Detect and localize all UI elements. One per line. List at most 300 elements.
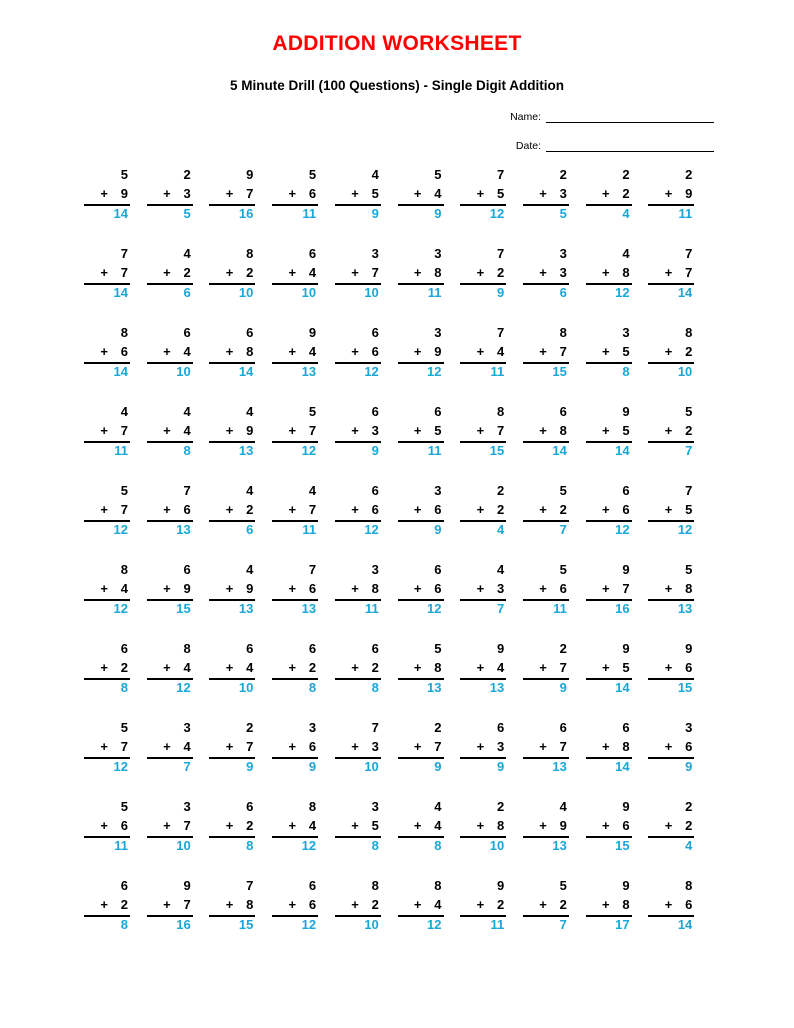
addend-top: 6 (120, 641, 128, 656)
addend-bottom: 8 (434, 265, 442, 280)
plus-sign: + (225, 660, 234, 675)
answer: 7 (496, 601, 505, 616)
plus-sign: + (602, 739, 610, 754)
worksheet-title: ADDITION WORKSHEET (272, 32, 522, 55)
addend-bottom: 4 (496, 344, 505, 359)
answer: 11 (427, 285, 442, 300)
addend-top: 7 (371, 720, 379, 735)
answer: 8 (183, 443, 191, 458)
plus-sign: + (100, 344, 108, 359)
problem (398, 244, 444, 314)
addend-bottom: 9 (559, 818, 567, 833)
problem (523, 560, 569, 630)
addend-top: 5 (120, 167, 128, 182)
answer: 12 (677, 522, 693, 537)
answer: 10 (238, 680, 254, 695)
answer: 14 (615, 759, 630, 774)
answer: 14 (615, 443, 630, 458)
addend-bottom: 5 (622, 660, 630, 675)
answer: 8 (308, 680, 317, 695)
problem (523, 718, 569, 788)
addend-top: 3 (371, 246, 379, 261)
plus-sign: + (476, 581, 485, 596)
answer: 15 (677, 680, 693, 695)
problem (147, 876, 193, 946)
addend-top: 9 (622, 878, 630, 893)
addend-bottom: 6 (308, 739, 317, 754)
plus-sign: + (664, 502, 673, 517)
problem (147, 402, 193, 472)
addend-bottom: 7 (559, 739, 567, 754)
addend-top: 6 (434, 404, 442, 419)
answer: 8 (371, 680, 379, 695)
problem (209, 639, 255, 709)
addend-bottom: 5 (622, 423, 630, 438)
answer: 9 (434, 522, 442, 537)
problem (460, 481, 506, 551)
problem (648, 718, 694, 788)
addend-bottom: 2 (308, 660, 317, 675)
problem (335, 165, 381, 235)
addend-top: 4 (371, 167, 379, 182)
answer: 16 (615, 601, 630, 616)
addend-top: 6 (371, 483, 379, 498)
plus-sign: + (602, 581, 610, 596)
plus-sign: + (602, 818, 610, 833)
answer: 12 (113, 601, 128, 616)
addend-bottom: 2 (496, 265, 505, 280)
addend-bottom: 7 (120, 739, 128, 754)
problem (84, 244, 130, 314)
problem (272, 718, 318, 788)
addend-top: 5 (559, 483, 567, 498)
problem (523, 244, 569, 314)
plus-sign: + (602, 265, 610, 280)
addend-bottom: 4 (183, 739, 191, 754)
addend-bottom: 6 (685, 739, 693, 754)
plus-sign: + (288, 186, 297, 201)
problem (335, 481, 381, 551)
plus-sign: + (602, 502, 610, 517)
problem (84, 797, 130, 867)
addend-top: 4 (246, 562, 254, 577)
problem (586, 718, 632, 788)
addend-top: 2 (559, 167, 567, 182)
addend-bottom: 8 (496, 818, 505, 833)
addend-top: 2 (496, 483, 505, 498)
answer: 12 (427, 601, 442, 616)
problem (398, 718, 444, 788)
plus-sign: + (163, 739, 171, 754)
problem (272, 402, 318, 472)
addend-bottom: 2 (246, 265, 254, 280)
answer: 9 (246, 759, 254, 774)
problem (460, 718, 506, 788)
problem (460, 797, 506, 867)
answer: 13 (677, 601, 693, 616)
plus-sign: + (539, 660, 547, 675)
plus-sign: + (163, 423, 171, 438)
plus-sign: + (476, 502, 485, 517)
addend-bottom: 7 (434, 739, 442, 754)
answer: 9 (371, 443, 379, 458)
addend-bottom: 7 (120, 265, 128, 280)
addend-bottom: 2 (371, 660, 379, 675)
addend-top: 6 (246, 325, 254, 340)
plus-sign: + (539, 818, 547, 833)
problem (335, 876, 381, 946)
addend-bottom: 2 (622, 186, 630, 201)
addend-bottom: 4 (183, 660, 191, 675)
problem (209, 165, 255, 235)
answer: 10 (364, 917, 379, 932)
answer: 14 (552, 443, 567, 458)
addend-top: 8 (434, 878, 442, 893)
addend-bottom: 7 (183, 818, 191, 833)
problem (648, 323, 694, 393)
problem (398, 639, 444, 709)
plus-sign: + (539, 186, 547, 201)
plus-sign: + (664, 265, 673, 280)
plus-sign: + (100, 186, 108, 201)
problem (586, 323, 632, 393)
addend-bottom: 8 (559, 423, 567, 438)
answer: 16 (238, 206, 254, 221)
addend-top: 8 (183, 641, 191, 656)
addend-top: 3 (308, 720, 317, 735)
plus-sign: + (602, 344, 610, 359)
addend-bottom: 7 (371, 265, 379, 280)
plus-sign: + (413, 818, 422, 833)
addend-top: 6 (183, 325, 191, 340)
addend-bottom: 7 (120, 423, 128, 438)
addend-top: 4 (496, 562, 505, 577)
addend-bottom: 6 (622, 818, 630, 833)
name-field (510, 110, 714, 123)
addend-bottom: 4 (308, 265, 317, 280)
addend-top: 2 (246, 720, 254, 735)
addend-top: 5 (685, 562, 693, 577)
addend-top: 9 (622, 641, 630, 656)
addend-top: 7 (685, 483, 693, 498)
plus-sign: + (288, 265, 297, 280)
plus-sign: + (163, 186, 171, 201)
problem (209, 244, 255, 314)
answer: 11 (114, 838, 128, 853)
answer: 7 (559, 917, 567, 932)
problem (523, 639, 569, 709)
addend-top: 9 (622, 799, 630, 814)
plus-sign: + (225, 581, 234, 596)
plus-sign: + (225, 423, 234, 438)
addend-top: 5 (559, 562, 567, 577)
answer: 8 (246, 838, 254, 853)
addend-bottom: 5 (685, 502, 693, 517)
addend-top: 7 (496, 325, 505, 340)
problem (335, 797, 381, 867)
addend-bottom: 6 (371, 344, 379, 359)
addend-top: 3 (434, 325, 442, 340)
problem (586, 639, 632, 709)
problem (460, 560, 506, 630)
answer: 15 (489, 443, 505, 458)
problem (586, 165, 632, 235)
problem (648, 165, 694, 235)
plus-sign: + (539, 502, 547, 517)
addend-bottom: 2 (496, 502, 505, 517)
addend-bottom: 8 (622, 739, 630, 754)
answer: 13 (427, 680, 442, 695)
addend-top: 8 (246, 246, 254, 261)
plus-sign: + (163, 344, 171, 359)
problem (209, 402, 255, 472)
addend-top: 6 (559, 720, 567, 735)
plus-sign: + (351, 897, 359, 912)
addend-top: 9 (308, 325, 317, 340)
answer: 12 (427, 364, 442, 379)
answer: 8 (120, 680, 128, 695)
answer: 12 (301, 838, 317, 853)
addend-bottom: 8 (246, 344, 254, 359)
addend-bottom: 9 (120, 186, 128, 201)
plus-sign: + (351, 265, 359, 280)
addend-top: 6 (120, 878, 128, 893)
plus-sign: + (539, 739, 547, 754)
addend-top: 4 (246, 483, 254, 498)
answer: 13 (176, 522, 191, 537)
addend-bottom: 4 (434, 897, 442, 912)
problem (398, 165, 444, 235)
plus-sign: + (100, 739, 108, 754)
plus-sign: + (664, 897, 673, 912)
problem (84, 560, 130, 630)
addend-bottom: 2 (559, 502, 567, 517)
answer: 4 (496, 522, 505, 537)
plus-sign: + (163, 502, 171, 517)
addend-bottom: 4 (183, 344, 191, 359)
addend-bottom: 3 (371, 739, 379, 754)
problem (398, 876, 444, 946)
plus-sign: + (163, 897, 171, 912)
addend-top: 8 (496, 404, 505, 419)
plus-sign: + (163, 818, 171, 833)
plus-sign: + (225, 818, 234, 833)
plus-sign: + (351, 423, 359, 438)
plus-sign: + (100, 897, 108, 912)
answer: 12 (176, 680, 191, 695)
addend-top: 7 (120, 246, 128, 261)
problem (272, 165, 318, 235)
addend-bottom: 6 (308, 186, 317, 201)
addend-bottom: 7 (685, 265, 693, 280)
plus-sign: + (225, 502, 234, 517)
addend-bottom: 7 (308, 502, 317, 517)
name-line[interactable] (546, 110, 714, 123)
problem (147, 797, 193, 867)
answer: 14 (677, 917, 693, 932)
addend-bottom: 6 (434, 502, 442, 517)
problem (272, 323, 318, 393)
plus-sign: + (225, 739, 234, 754)
name-label: Name: (510, 111, 541, 123)
plus-sign: + (100, 660, 108, 675)
problem (84, 323, 130, 393)
addend-bottom: 8 (434, 660, 442, 675)
problem-grid (84, 165, 714, 955)
addend-bottom: 6 (559, 581, 567, 596)
problem (648, 560, 694, 630)
addend-top: 4 (434, 799, 442, 814)
plus-sign: + (351, 739, 359, 754)
addend-bottom: 3 (559, 265, 567, 280)
answer: 4 (685, 838, 693, 853)
answer: 11 (490, 364, 505, 379)
problem (209, 481, 255, 551)
answer: 10 (301, 285, 317, 300)
problem (460, 402, 506, 472)
addend-top: 4 (559, 799, 567, 814)
answer: 8 (434, 838, 442, 853)
problem (398, 323, 444, 393)
answer: 14 (113, 364, 128, 379)
problem (209, 797, 255, 867)
addend-bottom: 6 (622, 502, 630, 517)
addend-bottom: 2 (246, 502, 254, 517)
answer: 13 (301, 364, 317, 379)
answer: 5 (183, 206, 191, 221)
problem (523, 876, 569, 946)
plus-sign: + (476, 660, 485, 675)
problem (335, 244, 381, 314)
addend-bottom: 6 (120, 818, 128, 833)
plus-sign: + (539, 897, 547, 912)
addend-bottom: 5 (434, 423, 442, 438)
addend-bottom: 4 (434, 818, 442, 833)
problem (335, 402, 381, 472)
addend-bottom: 2 (559, 897, 567, 912)
answer: 6 (559, 285, 567, 300)
addend-top: 6 (371, 641, 379, 656)
answer: 13 (489, 680, 505, 695)
problem (335, 718, 381, 788)
problem (398, 481, 444, 551)
addend-top: 7 (183, 483, 191, 498)
addend-bottom: 4 (308, 818, 317, 833)
problem (84, 402, 130, 472)
problem (209, 323, 255, 393)
plus-sign: + (288, 502, 297, 517)
plus-sign: + (413, 739, 422, 754)
plus-sign: + (351, 581, 359, 596)
plus-sign: + (288, 739, 297, 754)
problem (147, 639, 193, 709)
answer: 10 (364, 759, 379, 774)
answer: 15 (615, 838, 630, 853)
addend-bottom: 5 (622, 344, 630, 359)
addend-top: 8 (685, 878, 693, 893)
answer: 14 (615, 680, 630, 695)
addend-bottom: 6 (371, 502, 379, 517)
addend-top: 6 (559, 404, 567, 419)
addend-bottom: 6 (120, 344, 128, 359)
answer: 13 (238, 601, 254, 616)
addend-top: 9 (496, 641, 505, 656)
addend-top: 2 (685, 167, 693, 182)
plus-sign: + (413, 897, 422, 912)
plus-sign: + (163, 265, 171, 280)
answer: 6 (183, 285, 191, 300)
answer: 9 (496, 759, 505, 774)
addend-bottom: 7 (622, 581, 630, 596)
addend-top: 6 (308, 246, 317, 261)
addend-top: 3 (434, 483, 442, 498)
addend-bottom: 5 (371, 818, 379, 833)
answer: 11 (365, 601, 379, 616)
answer: 9 (371, 206, 379, 221)
answer: 15 (238, 917, 254, 932)
problem (335, 323, 381, 393)
addend-bottom: 8 (622, 897, 630, 912)
answer: 9 (308, 759, 317, 774)
plus-sign: + (602, 186, 610, 201)
addend-top: 2 (434, 720, 442, 735)
plus-sign: + (288, 660, 297, 675)
addend-top: 6 (246, 641, 254, 656)
answer: 10 (176, 364, 191, 379)
problem (586, 244, 632, 314)
answer: 13 (301, 601, 317, 616)
plus-sign: + (664, 660, 673, 675)
addend-bottom: 8 (246, 897, 254, 912)
answer: 13 (238, 443, 254, 458)
addend-top: 4 (622, 246, 630, 261)
problem (523, 165, 569, 235)
addend-bottom: 9 (246, 423, 254, 438)
addend-bottom: 6 (434, 581, 442, 596)
addend-bottom: 9 (246, 581, 254, 596)
plus-sign: + (413, 581, 422, 596)
problem (523, 481, 569, 551)
addend-bottom: 6 (308, 897, 317, 912)
addend-bottom: 7 (559, 660, 567, 675)
addend-top: 7 (308, 562, 317, 577)
addend-top: 2 (622, 167, 630, 182)
addend-bottom: 3 (371, 423, 379, 438)
answer: 7 (559, 522, 567, 537)
plus-sign: + (476, 265, 485, 280)
date-line[interactable] (546, 139, 714, 152)
problem (586, 560, 632, 630)
problem (460, 323, 506, 393)
problem (272, 560, 318, 630)
addend-bottom: 3 (559, 186, 567, 201)
answer: 11 (302, 206, 317, 221)
problem (147, 481, 193, 551)
answer: 14 (113, 285, 128, 300)
addend-top: 8 (559, 325, 567, 340)
plus-sign: + (288, 897, 297, 912)
problem (460, 639, 506, 709)
answer: 12 (113, 522, 128, 537)
plus-sign: + (476, 344, 485, 359)
problem (460, 165, 506, 235)
problem (648, 402, 694, 472)
plus-sign: + (539, 423, 547, 438)
addend-top: 5 (308, 404, 317, 419)
addend-bottom: 8 (622, 265, 630, 280)
plus-sign: + (476, 739, 485, 754)
addend-top: 3 (622, 325, 630, 340)
